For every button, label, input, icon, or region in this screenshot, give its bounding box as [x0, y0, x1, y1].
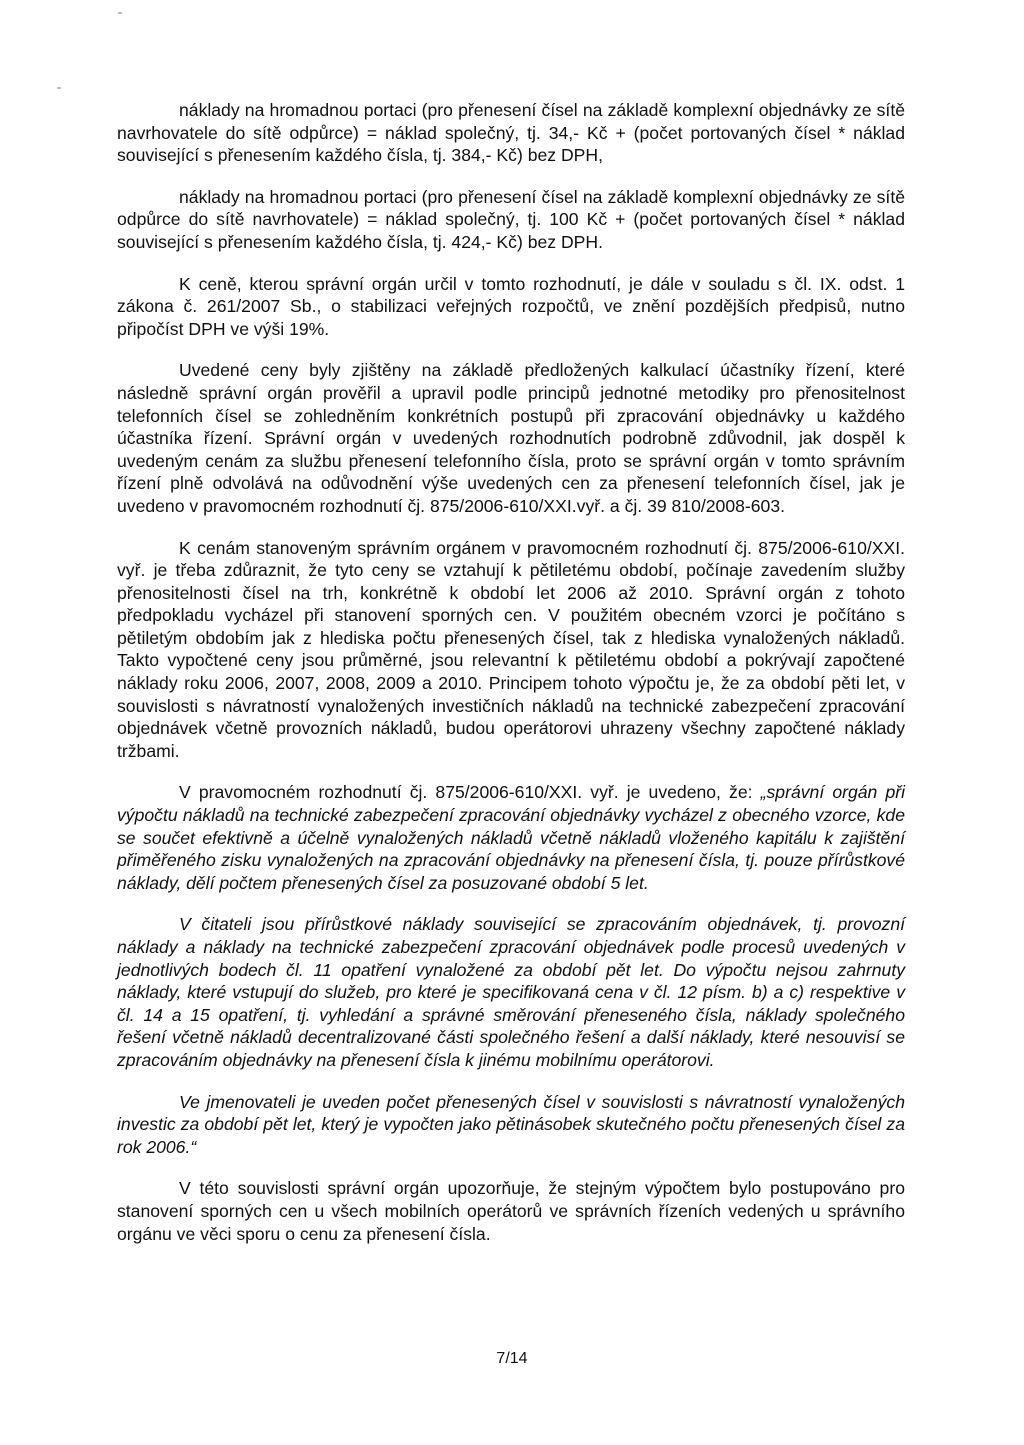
paragraph-porting-cost-to-respondent: náklady na hromadnou portaci (pro přenesení čísel na základě komplexní objednávky ze sítě navrhovatele do sítě odpůrce) = náklad společný, tj. 34,- Kč + (počet portovaných čísel * náklad související s přenesením každého čísla, tj. 384,- Kč) bez DPH,: [117, 100, 905, 166]
quote-lead-text: V pravomocném rozhodnutí čj. 875/2006-610/XXI. vyř. je uvedeno, že:: [179, 782, 761, 803]
paragraph-five-year-period: K cenám stanoveným správním orgánem v pravomocném rozhodnutí čj. 875/2006-610/XXI. vyř. je třeba zdůraznit, že tyto ceny se vztahují k pětiletému období, počínaje zavedením služby přenositelnosti čísel na trh, konkrétně k období let 2006 až 2010. Správní orgán z tohoto předpokladu vycházel při stanovení sporných cen. V použitém obecném vzorci je počítáno s pětiletým obdobím jak z hlediska počtu přenesených čísel, tak z hlediska vynaložených nákladů. Takto vypočtené ceny jsou průměrné, jsou relevantní k pětiletému období a pokrývají započtené náklady roku 2006, 2007, 2008, 2009 a 2010. Principem tohoto výpočtu je, že za období pěti let, v souvislosti s návratností vynaložených investičních nákladů na technické zabezpečení zpracování objednávek včetně provozních nákladů, budou operátorovi uhrazeny všechny započtené náklady tržbami.: [117, 537, 905, 761]
paragraph-porting-cost-to-claimant: náklady na hromadnou portaci (pro přenesení čísel na základě komplexní objednávky ze sítě odpůrce do sítě navrhovatele) = náklad společný, tj. 100 Kč + (počet portovaných čísel * náklad související s přenesením každého čísla, tj. 424,- Kč) bez DPH.: [117, 186, 905, 252]
paragraph-quote-denominator: Ve jmenovateli je uveden počet přenesených čísel v souvislosti s návratností vynaložených investic za období pět let, který je vypočten jako pětinásobek skutečného počtu přenesených čísel za rok 2006.“: [117, 1091, 905, 1157]
paragraph-quote-numerator: V čitateli jsou přírůstkové náklady související se zpracováním objednávek, tj. provozní náklady a náklady na technické zabezpečení zpracování objednávek podle procesů uvedených v jednotlivých bodech čl. 11 opatření vynaložené za období pět let. Do výpočtu nejsou zahrnuty náklady, které vstupují do služeb, pro které je specifikovaná cena v čl. 12 písm. b) a c) respektive v čl. 14 a 15 opatření, tj. vyhledání a správné směrování přeneseného čísla, náklady společného řešení včetně nákladů decentralizované části společného řešení a další náklady, které nesouvisí se zpracováním objednávky na přenesení čísla k jinému mobilnímu operátorovi.: [117, 914, 905, 1070]
paragraph-closing: V této souvislosti správní orgán upozorňuje, že stejným výpočtem bylo postupováno pro stanovení sporných cen u všech mobilních operátorů ve správních řízeních vedených u správního orgánu ve věci sporu o cenu za přenesení čísla.: [117, 1178, 905, 1244]
paragraph-vat-note: K ceně, kterou správní orgán určil v tomto rozhodnutí, je dále v souladu s čl. IX. odst. 1 zákona č. 261/2007 Sb., o stabilizaci veřejných rozpočtů, ve znění pozdějších předpisů, nutno připočíst DPH ve výši 19%.: [117, 273, 905, 339]
paragraph-price-justification: Uvedené ceny byly zjištěny na základě předložených kalkulací účastníky řízení, které následně správní orgán prověřil a upravil podle principů jednotné metodiky pro přenositelnost telefonních čísel se zohledněním konkrétních postupů při zpracování objednávky u každého účastníka řízení. Správní orgán v uvedených rozhodnutích podrobně zdůvodnil, jak dospěl k uvedeným cenám za službu přenesení telefonního čísla, proto se správní orgán v tomto správním řízení plně odvolává na odůvodnění výše uvedených cen za přenesení telefonních čísel, jak je uvedeno v pravomocném rozhodnutí čj. 875/2006-610/XXI.vyř. a čj. 39 810/2008-603.: [117, 360, 905, 516]
scan-artifact: [118, 12, 122, 14]
paragraph-quote-intro: [117, 781, 905, 894]
quote-text: „správní orgán při výpočtu nákladů na technické zabezpečení zpracování objednávky vycházel z obecného vzorce, kde se součet efektivně a účelně vynaložených nákladů včetně nákladů vloženého kapitálu k zajištění přiměřeného zisku vynaložených na zpracování objednávky na přenesení čísla, tj. pouze přírůstkové náklady, dělí počtem přenesených čísel za posuzované období 5 let.: [117, 782, 906, 893]
scan-artifact: [57, 87, 61, 89]
document-body: [117, 99, 905, 1264]
page-number: 7/14: [496, 1350, 528, 1367]
